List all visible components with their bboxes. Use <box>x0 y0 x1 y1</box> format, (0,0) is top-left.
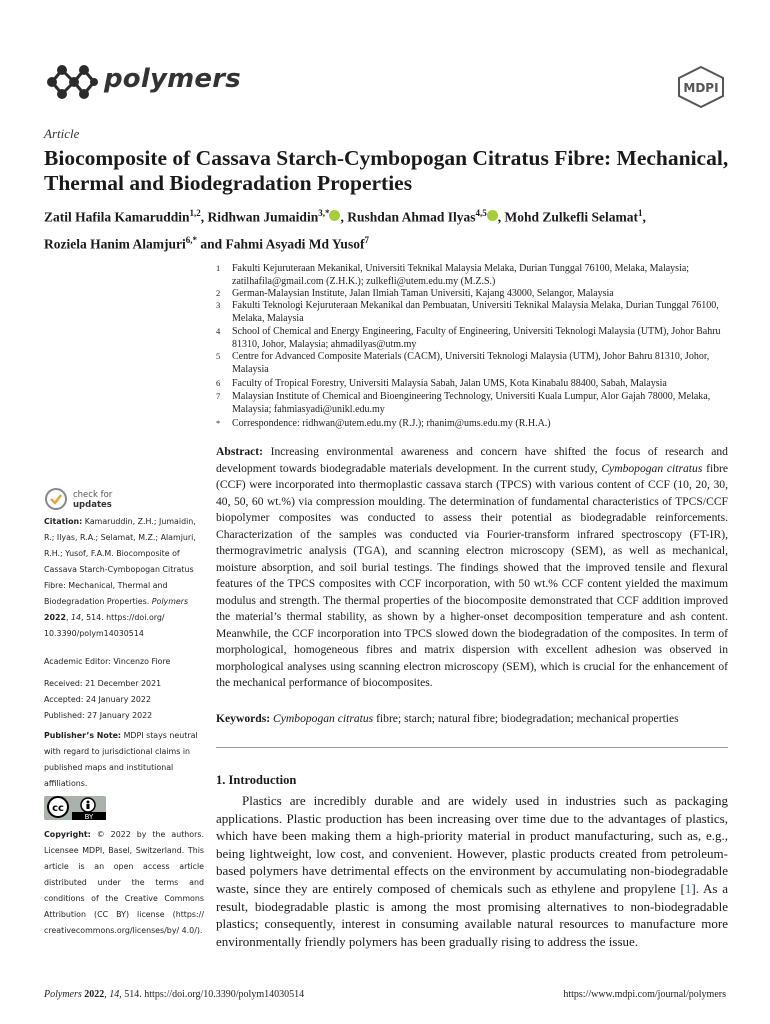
publisher-note-label: Publisher’s Note: <box>44 731 122 740</box>
citation-text: Kamaruddin, Z.H.; Jumaidin, R.; Ilyas, R.A.; Selamat, M.Z.; Alamjuri, R.H.; Yusof, F.A.M. Biocomposite of Cassava Starch-Cymbopogan Citratus Fibre: Mechanical, Thermal and Biodegradation Properties. <box>44 517 196 606</box>
author-name: Rushdan Ahmad Ilyas <box>347 209 476 225</box>
affiliation-number: 1 <box>216 263 221 273</box>
affiliation-number: 3 <box>216 300 221 310</box>
svg-text:MDPI: MDPI <box>683 81 719 95</box>
check-updates-icon <box>44 487 68 511</box>
orcid-icon[interactable] <box>329 210 340 221</box>
keywords-rest: fibre; starch; natural fibre; biodegradation; mechanical properties <box>373 712 679 725</box>
received-date: Received: 21 December 2021 <box>44 679 162 688</box>
affiliation-item <box>216 390 728 416</box>
copyright-label: Copyright: <box>44 830 91 839</box>
affiliation-text: German-Malaysian Institute, Jalan Ilmiah Taman Universiti, Kajang 43000, Selangor, Malaysia <box>232 288 614 299</box>
affiliation-number: 5 <box>216 351 221 361</box>
affiliation-text: Centre for Advanced Composite Materials (CACM), Universiti Teknologi Malaysia (UTM), Johor Bahru 81310, Johor, Malaysia <box>232 351 710 375</box>
citation-label: Citation: <box>44 517 83 526</box>
citation-volume: 14 <box>71 613 82 622</box>
author-name: Mohd Zulkefli Selamat <box>504 209 639 225</box>
citation-year: 2022 <box>44 613 66 622</box>
author-separator: , <box>497 209 505 225</box>
author-list <box>44 202 734 255</box>
publisher-note-text: MDPI stays neutral with regard to jurisdictional claims in published maps and institutional affiliations. <box>44 731 198 788</box>
svg-text:BY: BY <box>84 813 94 820</box>
check-label: check for <box>73 490 113 500</box>
academic-editor: Academic Editor: Vincenzo Fiore <box>44 657 171 666</box>
author-name: Ridhwan Jumaidin <box>207 209 319 225</box>
author-name: Fahmi Asyadi Md Yusof <box>225 236 365 251</box>
accepted-date: Accepted: 24 January 2022 <box>44 695 151 704</box>
keywords-label: Keywords: <box>216 712 271 725</box>
svg-text:cc: cc <box>52 803 64 814</box>
citation-ref-1[interactable]: 1 <box>684 880 692 896</box>
affiliation-text: Correspondence: ridhwan@utem.edu.my (R.J.); rhanim@ums.edu.my (R.H.A.) <box>232 418 551 429</box>
section-divider <box>216 747 728 748</box>
affiliation-number: 2 <box>216 288 221 298</box>
footer-journal-url[interactable]: https://www.mdpi.com/journal/polymers <box>563 989 726 1000</box>
author-affiliation-sup: 6,* <box>185 234 197 245</box>
author-name: Zatil Hafila Kamaruddin <box>44 209 190 225</box>
mdpi-logo-icon <box>676 66 726 108</box>
affiliation-number: 6 <box>216 378 221 388</box>
citation-journal: Polymers <box>151 597 189 606</box>
author-separator: , <box>340 209 348 225</box>
published-date: Published: 27 January 2022 <box>44 711 153 720</box>
journal-header <box>44 58 726 108</box>
affiliation-number: * <box>216 418 221 428</box>
author-affiliation-sup: 7 <box>364 234 369 245</box>
affiliation-text: School of Chemical and Energy Engineering, Faculty of Engineering, Universiti Teknologi Malaysia (UTM), Johor Bahru 81310, Johor, Malaysia; ahmadilyas@utm.my <box>232 326 721 350</box>
paper-title: Biocomposite of Cassava Starch-Cymbopogan Citratus Fibre: Mechanical, Thermal and Biodegradation Properties <box>44 146 729 195</box>
author-separator: , <box>642 209 646 225</box>
footer-doi-link[interactable]: , 514. https://doi.org/10.3390/polym14030514 <box>119 989 305 1000</box>
updates-label: updates <box>73 500 112 510</box>
author-separator: and <box>197 236 226 251</box>
affiliation-text: Faculty of Tropical Forestry, Universiti Malaysia Sabah, Jalan UMS, Kota Kinabalu 88400, Sabah, Malaysia <box>232 378 667 389</box>
citation-block: Citation: Kamaruddin, Z.H.; Jumaidin, R.; Ilyas, R.A.; Selamat, M.Z.; Alamjuri, R.H.; Yusof, F.A.M. Biocomposite of Cassava Starch-Cymbopogan Citratus Fibre: Mechanical, Thermal and Biodegradation Properties. Polymers 2022, 14, 514. https://doi.org/ 10.3390/polym14030514 <box>44 517 196 638</box>
abstract-text-1: Increasing environmental awareness and concern have shifted the focus of research and development towards biodegradable materials development. In the current study, <box>216 445 728 475</box>
affiliation-item <box>216 377 728 390</box>
dates-block <box>44 676 204 724</box>
affiliation-item <box>216 417 728 430</box>
author-affiliation-sup: 3,* <box>318 208 330 218</box>
author-separator: , <box>200 209 208 225</box>
journal-name: polymers <box>104 64 241 94</box>
affiliation-item <box>216 262 728 288</box>
abstract-species: Cymbopogan citratus <box>601 461 703 475</box>
article-type: Article <box>44 126 80 141</box>
affiliation-number: 4 <box>216 326 221 336</box>
author-affiliation-sup: 4,5 <box>475 208 487 218</box>
author-affiliation-sup: 1,2 <box>189 208 201 218</box>
polymers-logo-icon <box>44 60 100 104</box>
orcid-icon[interactable] <box>487 210 498 221</box>
affiliation-item <box>216 350 728 376</box>
citation-doi[interactable]: , 514. https://doi.org/ 10.3390/polym14030514 <box>44 613 165 638</box>
section-heading-introduction: 1. Introduction <box>216 773 297 787</box>
abstract-text-2: fibre (CCF) were incorporated into thermoplastic cassava starch (TPCS) with various content of CCF (10, 20, 30, 40, 50, 60 wt.%) via compression moulding. The determination of fundamental characteristics of TPCS/CCF biopolymer composites was conducted to assess their potential as biodegradable reinforcements. Characterization of the samples was conducted via Fourier-transform infrared spectroscopy (FT-IR), thermogravimetric analysis (TGA), and scanning electron microscopy (SEM), as well as mechanical, moisture absorption, and soil burial testings. The findings showed that the improved tensile and flexural features of the TPCS composites with CCF incorporation, with 50 wt.% CCF content yielded the maximum modulus and strength. The thermal properties of the biocomposite demonstrated that CCF addition improved the material’s thermal stability, as shown by a higher-onset decomposition temperature and ash content. Meanwhile, the CCF incorporation into TPCS slowed down the biodegradation of the composites. In term of morphological, homogeneous fibres and matrix dispersion with excellent adhesion was observed in morphological analyses using scanning electron microscopy (SEM), which is crucial for the enhancement of the mechanical performance of biocomposites. <box>216 461 728 689</box>
abstract-label: Abstract: <box>216 445 264 458</box>
keyword-species: Cymbopogan citratus <box>273 712 374 725</box>
keywords <box>216 711 728 727</box>
copyright-block <box>44 827 204 939</box>
introduction-paragraph: Plastics are incredibly durable and are widely used in industries such as packaging applications. Plastic production has been increasing over time due to the advantages of plastics, which have been making them a high-priority material in product manufacturing, such as, e.g., being lightweight, low cost, and convenient. However, plastic products created from petroleum-based polymers have detrimental effects on the environment by accumulating non-biodegradable waste, since they are entirely composed of chemicals such as ethylene and propylene [1]. As a result, biodegradable plastic is among the most promising alternatives to non-biodegradable plastics; consequently, interest in consuming available natural resources to manufacture more environmentally friendly polymers has been gradually rising to address the issue. <box>216 793 728 949</box>
affiliation-item <box>216 299 728 325</box>
copyright-text: © 2022 by the authors. Licensee MDPI, Basel, Switzerland. This article is an open access article distributed under the terms and conditions of the Creative Commons Attribution (CC BY) license (https:// creativecommons.org/licenses/by/ 4.0/). <box>44 830 204 935</box>
affiliation-text: Malaysian Institute of Chemical and Bioengineering Technology, Universiti Kuala Lumpur, Alor Gajah 78000, Melaka, Malaysia; fahmiasyadi@unikl.edu.my <box>232 391 711 415</box>
author-affiliation-sup: 1 <box>638 208 643 218</box>
affiliation-number: 7 <box>216 391 221 401</box>
affiliation-item <box>216 325 728 351</box>
footer-citation: Polymers 2022, 14, 514. https://doi.org/10.3390/polym14030514 <box>44 989 305 1000</box>
cc-by-license-icon[interactable] <box>44 796 106 820</box>
abstract <box>216 444 728 692</box>
affiliation-text: Fakulti Teknologi Kejuruteraan Mekanikal dan Pembuatan, Universiti Teknikal Malaysia Melaka, Durian Tunggal 76100, Melaka, Malaysia <box>232 300 719 324</box>
affiliation-text: Fakulti Kejuruteraan Mekanikal, Universiti Teknikal Malaysia Melaka, Durian Tunggal 76100, Melaka, Malaysia; zatilhafila@gmail.com (Z.H.K.); zulkefli@utem.edu.my (M.Z.S.) <box>232 263 690 287</box>
publisher-note <box>44 728 204 792</box>
author-name: Roziela Hanim Alamjuri <box>44 236 186 251</box>
